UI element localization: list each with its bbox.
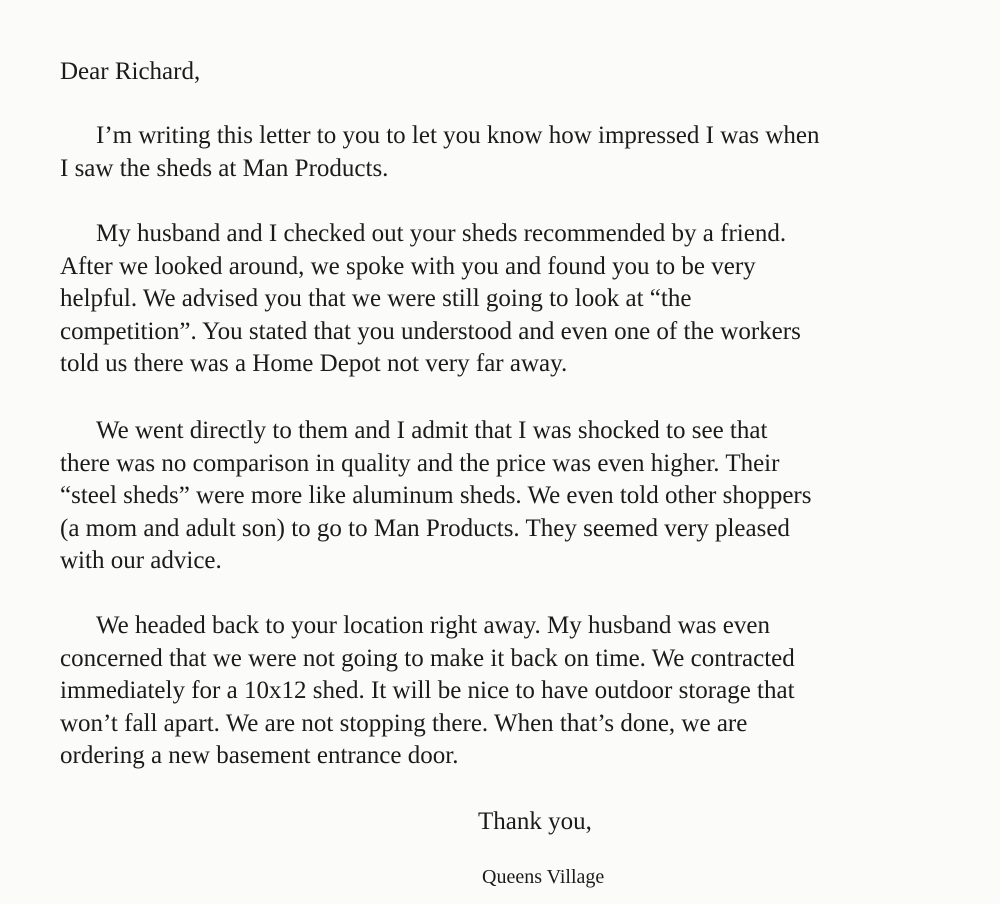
closing: Thank you, bbox=[478, 808, 592, 835]
letter-paragraph-4: We headed back to your location right away. My husband was even concerned that we were not going to make it back on time. We contracted immediately for a 10x12 shed. It will be nice to have outdoor storage that won’t fall apart. We are not stopping there. When that’s done, we are ordering a new basement entrance door. bbox=[60, 612, 795, 770]
signature: Queens Village bbox=[482, 866, 605, 888]
salutation: Dear Richard, bbox=[60, 58, 201, 85]
letter-paragraph-1: I’m writing this letter to you to let you know how impressed I was when I saw the sheds at Man Products. bbox=[60, 122, 820, 182]
letter-paragraph-3: We went directly to them and I admit that I was shocked to see that there was no comparison in quality and the price was even higher. Their “steel sheds” were more like aluminum sheds. We even told other shoppers (a mom and adult son) to go to Man Products. They seemed very pleased with our advice. bbox=[60, 417, 812, 575]
letter-paragraph-2: My husband and I checked out your sheds recommended by a friend. After we looked around, we spoke with you and found you to be very helpful. We advised you that we were still going to look at “the competition”. You stated that you understood and even one of the workers told us there was a Home Depot not very far away. bbox=[60, 220, 801, 378]
